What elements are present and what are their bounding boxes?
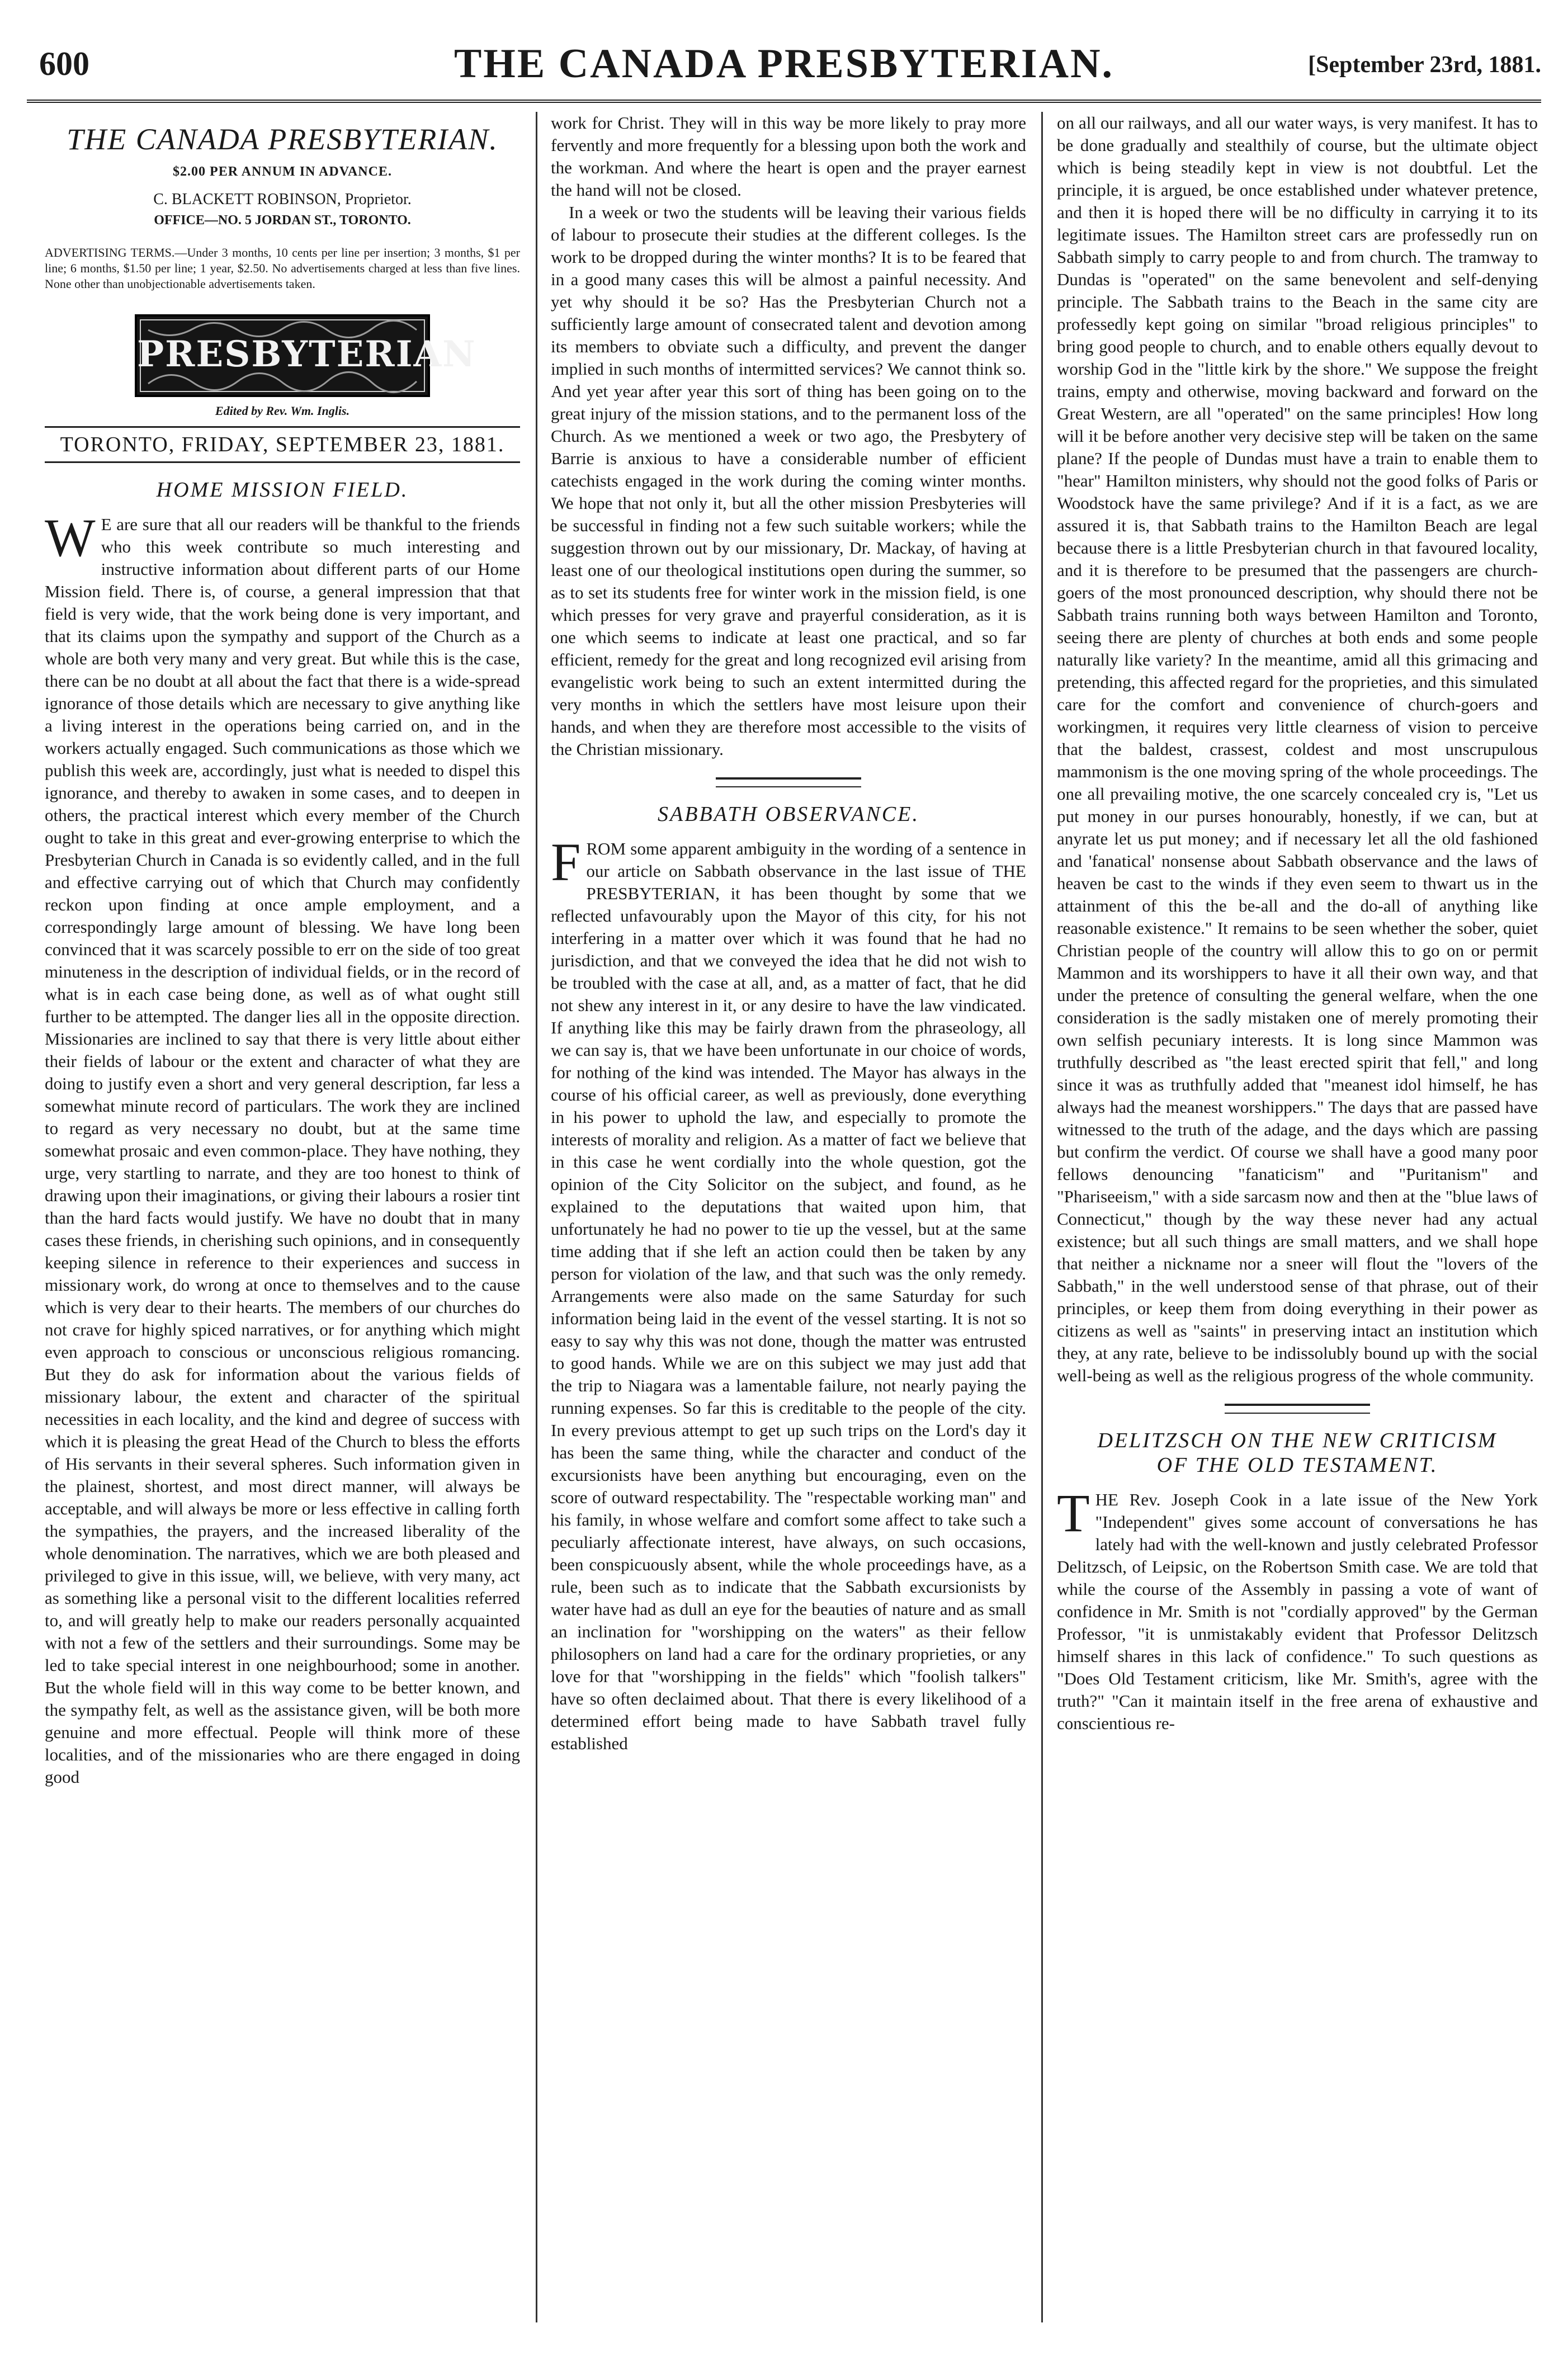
masthead-title: THE CANADA PRESBYTERIAN. xyxy=(67,122,498,156)
drop-cap: T xyxy=(1057,1483,1090,1543)
paragraph-text: ROM some apparent ambiguity in the wording of a sentence in our article on Sabbath observance in the last issue of THE PRESBYTERIAN, it has been thought by some that we reflected unfavourably upon the Mayor of this city, for his not interfering in a matter over which it was found that he had no jurisdiction, and that we conveyed the idea that he did not wish to be troubled with the case at all, and, as a matter of fact, that he did not shew any interest in it, or any desire to have the law vindicated. If anything like this may be fairly drawn from the phraseology, all we can say is, that we have been unfortunate in our choice of words, for nothing of the kind was intended. The Mayor has always in the course of his official career, as well as previously, done everything in his power to uphold the law, and especially to promote the interests of morality and religion. As a matter of fact we believe that in this case he went cordially into the whole question, got the opinion of the City Solicitor on the subject, and found, as he explained to the deputations that waited upon him, that unfortunately he had no power to tie up the vessel, but at the same time adding that if she left an action could then be taken by any person for violation of the law, and that such was the only remedy. Arrangements were also made on the same Saturday for such information being laid in the event of the vessel starting. It is not so easy to say why this was not done, though the matter was entrusted to good hands. While we are on this subject we may just add that the trip to Niagara was a lamentable failure, not nearly paying the running expenses. So far this is creditable to the people of the city. In every previous attempt to get up such trips on the Lord's day it has been the same thing, while the character and conduct of the excursionists have been anything but encouraging, even on the score of outward respectability. The "respectable working man" and his family, in whose welfare and comfort some affect to take such a peculiarly affectionate interest, have always, on such occasions, been conspicuously absent, while the whole proceedings have, as a rule, been such as to indicate that the Sabbath excursionists by water have had as dull an eye for the beauties of nature and as small an inclination for "worshipping on the waters" as their fellow philosophers on land had a care for the ordinary proprieties, or any love for that "worshipping in the fields" which "foolish talkers" have so often declaimed about. That there is every likelihood of a determined effort being made to have Sabbath travel fully established xyxy=(551,839,1026,1753)
editor-line: Edited by Rev. Wm. Inglis. xyxy=(215,404,350,418)
drop-cap: W xyxy=(45,508,96,568)
paragraph-text: E are sure that all our readers will be thankful to the friends who this week contribute so much interesting and instructive information about different parts of our Home Mission field. There is, of course, a general impression that that field is very wide, that the work being done is very important, and that its claims upon the sympathy and support of the Church as a whole are both very many and very great. But while this is the case, there can be no doubt at all about the fact that there is a wide-spread ignorance of those details which are necessary to give anything like a living interest in the operations being carried on, and in the workers actually engaged. Such communications as those which we publish this week are, accordingly, just what is needed to dispel this ignorance, and thereby to awaken in some cases, and to deepen in others, the practical interest which every member of the Church ought to take in this great and ever-growing enterprise to which the Presbyterian Church in Canada is so evidently called, and in the full and effective carrying out of which that Church may confidently reckon upon finding at once ample employment, and a correspondingly large amount of blessing. We have long been convinced that it was scarcely possible to err on the side of too great minuteness in the description of individual fields, or in the record of what is in each case being done, as well as of what ought still further to be attempted. The danger lies all in the opposite direction. Missionaries are inclined to say that there is very little about either their fields of labour or the extent and character of what they are doing to justify even a short and very general description, far less a somewhat minute record of particulars. The work they are inclined to regard as very necessary no doubt, but at the same time somewhat prosaic and even common-place. They have nothing, they urge, very startling to narrate, and they are too honest to think of drawing upon their imaginations, or giving their labours a rosier tint than the hard facts would justify. We have no doubt that in many cases these friends, in cherishing such opinions, and in consequently keeping silence in reference to their experiences and success in missionary work, do wrong at once to themselves and to the cause which is very dear to their hearts. The members of our churches do not crave for highly spiced narratives, or for anything which might even approach to conscious or unconscious religious romancing. But they do ask for information about the various fields of missionary labour, the extent and character of the spiritual necessities in each locality, and the kind and degree of success with which it is pleasing the great Head of the Church to bless the efforts of His servants in their several spheres. Such information given in the plainest, shortest, and most direct manner, will always be acceptable, and will always be more or less effective in calling forth the sympathies, the prayers, and the increased liberality of the whole denomination. The narratives, which we are both pleased and privileged to give in this issue, will, we believe, with very many, act as something like a personal visit to the different localities referred to, and will greatly help to make our readers personally acquainted with not a few of the settlers and their surroundings. Some may be led to take special interest in one neighbourhood; some in another. But the whole field will in this way come to be better known, and the sympathy felt, as well as the assistance given, will be both more genuine and more effectual. People will think more of these localities, and of the missionaries who are there engaged in doing good xyxy=(45,514,520,1787)
dateline: TORONTO, FRIDAY, SEPTEMBER 23, 1881. xyxy=(45,426,520,463)
page-number: 600 xyxy=(39,45,89,82)
heading-line: OF THE OLD TESTAMENT. xyxy=(1156,1453,1438,1477)
article-paragraph: work for Christ. They will in this way be more likely to pray more fervently and more frequently for a blessing upon both the work and the workman. And where the heart is open and the prayer earnest the hand will not be closed. xyxy=(551,113,1026,200)
proprietor-line: C. BLACKETT ROBINSON, Proprietor. xyxy=(153,191,412,208)
drop-cap: F xyxy=(551,832,581,892)
paragraph-text: HE Rev. Joseph Cook in a late issue of the New York "Independent" gives some account of conversations he has lately had with the well-known and justly celebrated Professor Delitzsch, of Leipsic, on the Robertson Smith case. We are told that while the course of the Assembly in passing a vote of want of confidence in Mr. Smith is not "cordially approved" by the German Professor, "it is unmistakably evident that Professor Delitzsch himself shares in this lack of confidence." To such questions as "Does Old Testament criticism, like Mr. Smith's, agree with the truth?" "Can it maintain itself in the free arena of exhaustive and conscientious re- xyxy=(1057,1490,1538,1733)
paper-name: THE CANADA PRESBYTERIAN. xyxy=(454,41,1114,87)
article-paragraph xyxy=(551,832,1026,1755)
article-heading-sabbath: SABBATH OBSERVANCE. xyxy=(658,802,919,826)
column-rule xyxy=(536,112,537,2322)
section-divider xyxy=(716,777,861,787)
header-rule xyxy=(27,100,1541,103)
office-address: OFFICE—NO. 5 JORDAN ST., TORONTO. xyxy=(154,213,411,228)
logo-text: PRESBYTERIAN xyxy=(137,333,476,375)
subscription-price: $2.00 PER ANNUM IN ADVANCE. xyxy=(173,164,392,179)
column-1 xyxy=(45,112,520,2328)
column-2 xyxy=(551,112,1026,2328)
heading-line: DELITZSCH ON THE NEW CRITICISM xyxy=(1097,1429,1498,1452)
article-heading-home-mission: HOME MISSION FIELD. xyxy=(156,478,409,502)
advertising-terms: ADVERTISING TERMS.—Under 3 months, 10 cents per line per insertion; 3 months, $1 per line; 6 months, $1.50 per line; 1 year, $2.50. No advertisements charged at less than five lines. None other than unobjectionable advertisements taken. xyxy=(45,245,520,291)
article-paragraph xyxy=(1057,1483,1538,1735)
running-head xyxy=(27,40,1541,102)
column-3 xyxy=(1057,112,1538,2328)
section-divider xyxy=(1225,1404,1370,1414)
article-heading-delitzsch xyxy=(1057,1428,1538,1477)
article-paragraph: on all our railways, and all our water ways, is very manifest. It has to be done gradually and stealthily of course, but the ultimate object which is being steadily kept in view is not doubtful. Let the principle, it is argued, be once established under whatever pretence, and then it is hoped there will be no difficulty in carrying it to its legitimate issues. The Hamilton street cars are professedly run on Sabbath simply to carry people to and from church. The tramway to Dundas is "operated" on the same benevolent and self-denying principle. The Sabbath trains to the Beach in the same city are professedly kept going on similar "broad religious principles" to bring good people to church, and to enable others equally devout to worship God in the "little kirk by the shore." We suppose the freight trains, empty and otherwise, moving backward and forward on the Great Western, are all "operated" on the same principles! How long will it be before another very decisive step will be taken on the same plane? If the people of Dundas must have a train to enable them to "hear" Hamilton ministers, why should not the good folks of Paris or Woodstock have the same privilege? And if it is a fact, as we are assured it is, that Sabbath trains to the Hamilton Beach are legal because there is a little Presbyterian church in that favoured locality, and it is therefore to be presumed that the passengers are church-goers of the most pronounced description, why should there not be Sabbath trains running both ways between Hamilton and Toronto, seeing there are plenty of churches at both ends and some people naturally like variety? In the meantime, amid all this grimacing and pretending, this affected regard for the proprieties, and this simulated care for the comfort and convenience of church-goers and workingmen, it requires very little clearness of vision to perceive that the baldest, crassest, coldest and most unscrupulous mammonism is the one moving spring of the whole proceedings. The one all prevailing motive, the one scarcely concealed cry is, "Let us put money in our purses honourably, honestly, if we can, but at anyrate let us put money; and if necessary let all the old fashioned and 'fanatical' nonsense about Sabbath observance and the laws of heaven be cast to the winds if they even seem to thwart us in the attainment of this the be-all and the do-all of anything like reasonable existence." It remains to be seen whether the sober, quiet Christian people of the country will allow this to go on or permit Mammon and its worshippers to have it all their own way, and that under the pretence of consulting the general welfare, when the one consideration is the sadly mistaken one of merely promoting their own selfish pecuniary interests. It is long since Mammon was truthfully described as "the least erected spirit that fell," and long since it was as truthfully added that "meanest idol himself, he has always had the meanest worshippers." The days that are passed have witnessed to the truth of the adage, and the days which are passing but confirm the verdict. Of course we shall have a good many poor fellows denouncing "fanaticism" and "Puritanism" and "Phariseeism," with a side sarcasm now and then at the "blue laws of Connecticut," though by the way these never had any actual existence; but all such things are small matters, and we shall hope that neither a nickname nor a sneer will flout the "lovers of the Sabbath," in the well understood sense of that phrase, out of their principles, or keep them from doing everything in their power as citizens as well as "saints" in preserving intact an institution which they, at any rate, believe to be indissolubly bound up with the social well-being as well as the religious progress of the whole community. xyxy=(1057,113,1538,1385)
article-paragraph xyxy=(45,508,520,1788)
article-paragraph: In a week or two the students will be leaving their various fields of labour to prosecute their studies at the different colleges. Is the work to be dropped during the winter months? It is to be feared that in a good many cases this will be almost a painful necessity. And yet why should it be so? Has the Presbyterian Church not a sufficiently large amount of consecrated talent and devotion among its members to obviate such a difficulty, and prevent the danger implied in such months of intermitted services? We cannot think so. And yet year after year this sort of thing has been going on to the great injury of the mission stations, and to the permanent loss of the Church. As we mentioned a week or two ago, the Presbytery of Barrie is anxious to have a considerable number of efficient catechists engaged in the work during the coming winter months. We hope that not only it, but all the other mission Presbyteries will be successful in finding not a few such suitable workers; while the suggestion thrown out by our missionary, Dr. Mackay, of having at least one of our theological institutions open during the summer, so as to set its students free for winter work in the mission field, is one which presses for very grave and prayerful consideration, as it is one which seems to indicate at least one practical, and so far efficient, remedy for the great and long recognized evil arising from evangelistic work being to such an extent intermitted during the very months in which the settlers have most leisure upon their hands, and when they are therefore most accessible to the visits of the Christian missionary. xyxy=(551,202,1026,759)
masthead xyxy=(45,112,520,463)
presbyterian-logo xyxy=(135,314,476,397)
column-rule xyxy=(1041,112,1043,2322)
issue-date: [September 23rd, 1881. xyxy=(1308,52,1541,78)
